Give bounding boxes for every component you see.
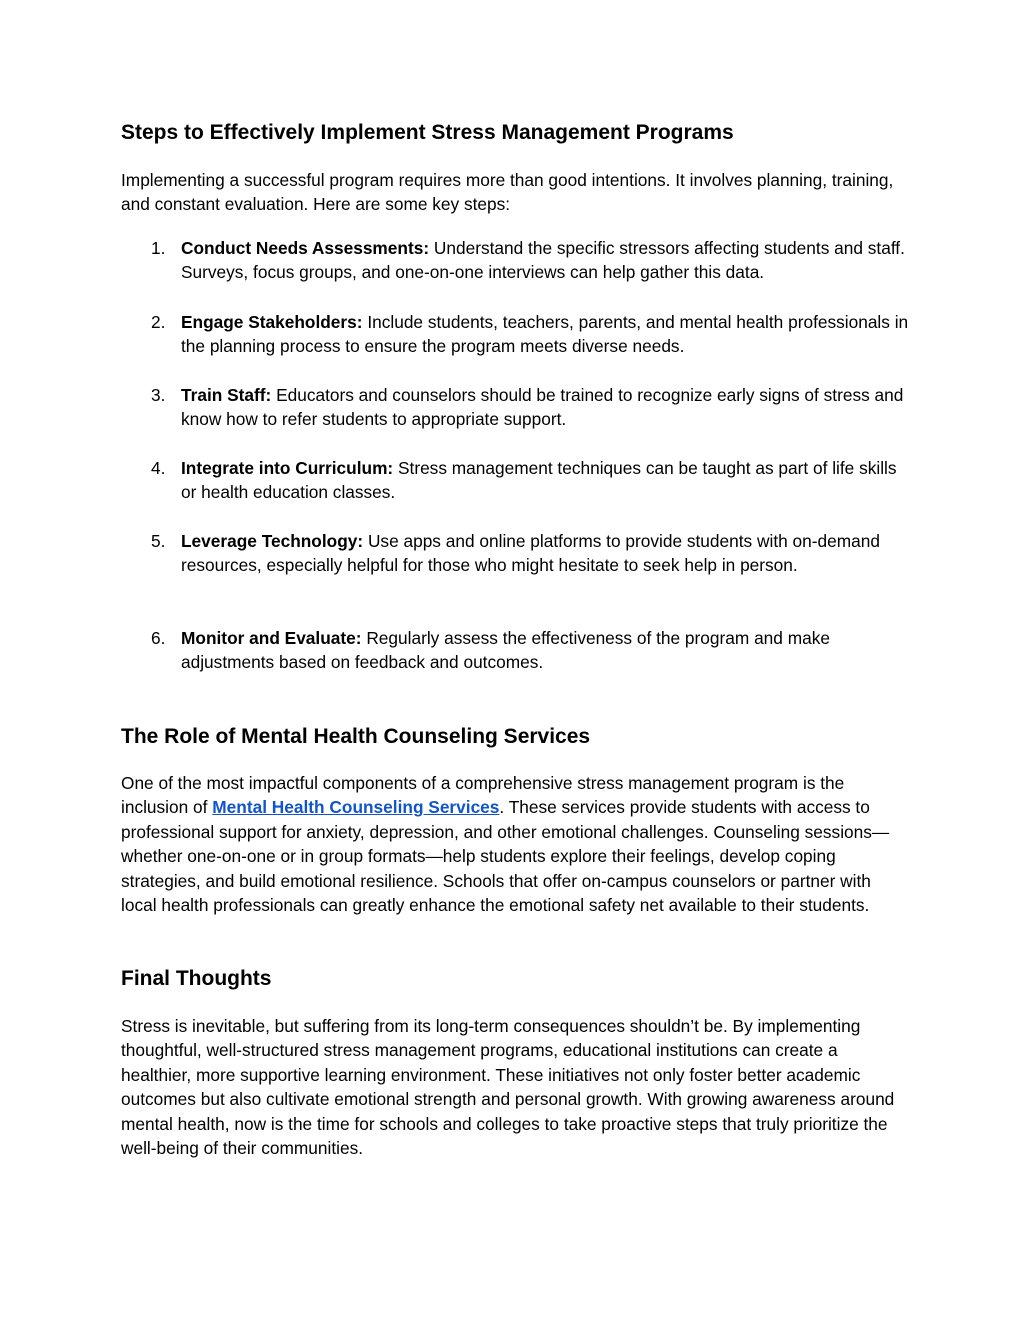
- list-item-title: Conduct Needs Assessments:: [181, 238, 430, 258]
- list-item-text: [181, 236, 911, 285]
- steps-intro-paragraph: Implementing a successful program requires more than good intentions. It involves planning, training, and constant evaluation. Here are some key steps:: [121, 170, 894, 215]
- counseling-text-start: One of the most impactful components of a comprehensive stress management program is the inclusion of: [121, 773, 845, 818]
- list-item-body: Include students, teachers, parents, and mental health professionals in the planning process to ensure the program meets diverse needs.: [181, 312, 909, 357]
- list-item-body: Educators and counselors should be trained to recognize early signs of stress and know how to refer students to appropriate support.: [181, 385, 904, 430]
- mental-health-counseling-link[interactable]: Mental Health Counseling Services: [212, 797, 500, 818]
- section-heading-counseling: The Role of Mental Health Counseling Services: [121, 725, 591, 748]
- list-item-number: 3.: [151, 385, 166, 405]
- final-thoughts-paragraph: Stress is inevitable, but suffering from its long-term consequences shouldn’t be. By implementing thoughtful, well-structured stress management programs, educational institutions can create a healthier, more supportive learning environment. These initiatives not only foster better academic outcomes but also cultivate emotional strength and personal growth. With growing awareness around mental health, now is the time for schools and colleges to take proactive steps that truly prioritize the well-being of their communities.: [121, 1016, 895, 1159]
- list-item-body: Stress management techniques can be taught as part of life skills or health education classes.: [181, 458, 897, 503]
- list-item-title: Monitor and Evaluate:: [181, 628, 362, 648]
- counseling-text-end: . These services provide students with access to professional support for anxiety, depression, and other emotional challenges. Counseling sessions—whether one-on-one or in group formats—help students explore their feelings, develop coping strategies, and build emotional resilience. Schools that offer on-campus counselors or partner with local health professionals can greatly enhance the emotional safety net available to their students.: [121, 797, 890, 916]
- list-item-title: Leverage Technology:: [181, 531, 364, 551]
- section-heading-final-thoughts: Final Thoughts: [121, 967, 272, 990]
- list-item-number: 6.: [151, 628, 166, 648]
- list-item-text: [181, 310, 911, 359]
- list-item-number: 1.: [151, 238, 166, 258]
- list-item-text: [181, 383, 911, 432]
- list-item-title: Train Staff:: [181, 385, 272, 405]
- list-item-text: [181, 529, 911, 578]
- list-item-text: [181, 456, 911, 505]
- list-item-body: Understand the specific stressors affecting students and staff. Surveys, focus groups, and one-on-one interviews can help gather this data.: [181, 238, 905, 283]
- list-item-text: [181, 626, 911, 675]
- list-item-number: 5.: [151, 531, 166, 551]
- list-item-title: Engage Stakeholders:: [181, 312, 363, 332]
- list-item-body: Use apps and online platforms to provide students with on-demand resources, especially helpful for those who might hesitate to seek help in person.: [181, 531, 880, 576]
- counseling-paragraph: [121, 771, 911, 917]
- list-item-body: Regularly assess the effectiveness of the program and make adjustments based on feedback and outcomes.: [181, 628, 830, 673]
- list-item-number: 4.: [151, 458, 166, 478]
- section-heading-steps: Steps to Effectively Implement Stress Management Programs: [121, 121, 734, 144]
- list-item-title: Integrate into Curriculum:: [181, 458, 394, 478]
- list-item-number: 2.: [151, 312, 166, 332]
